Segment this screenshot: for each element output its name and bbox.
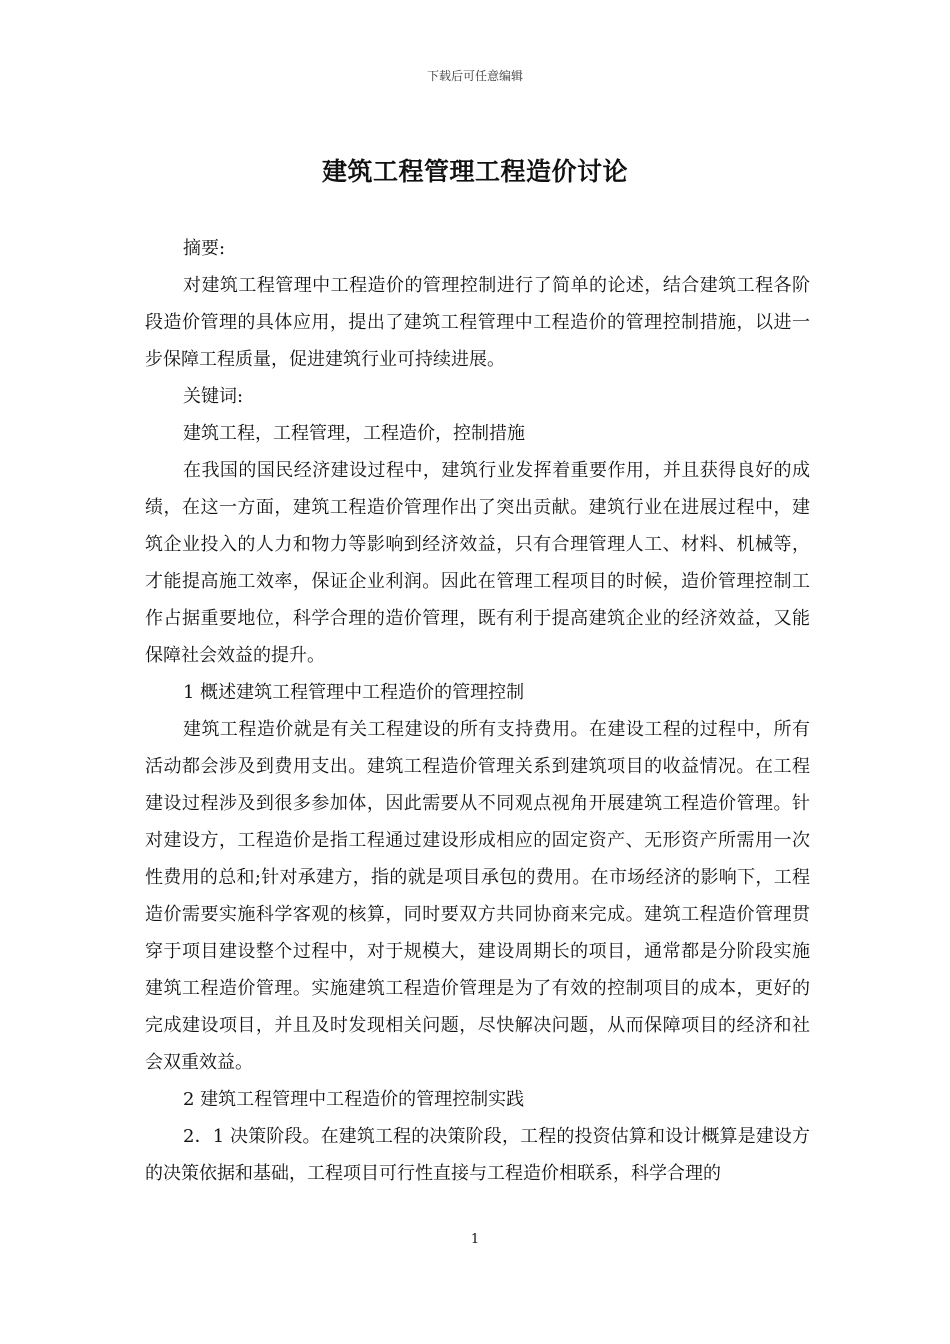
keywords-heading: 关键词: — [183, 386, 244, 407]
section1-paragraph: 建筑工程造价就是有关工程建设的所有支持费用。在建设工程的过程中，所有活动都会涉及到费用支出。建筑工程造价管理关系到建筑项目的收益情况。在工程建设过程涉及到很多参加体，因此需要从不同观点视角开展建筑工程造价管理。针对建设方，工程造价是指工程通过建设形成相应的固定资产、无形资产所需用一次性费用的总和;针对承建方，指的就是项目承包的费用。在市场经济的影响下，工程造价需要实施科学客观的核算，同时要双方共同协商来完成。建筑工程造价管理贯穿于项目建设整个过程中，对于规模大，建设周期长的项目，通常都是分阶段实施建筑工程造价管理。实施建筑工程造价管理是为了有效的控制项目的成本，更好的完成建设项目，并且及时发现相关问题，尽快解决问题，从而保障项目的经济和社会双重效益。 — [145, 719, 810, 1073]
page-number: 1 — [470, 1232, 480, 1247]
section2-heading: 2 建筑工程管理中工程造价的管理控制实践 — [183, 1089, 525, 1110]
abstract-heading: 摘要: — [183, 238, 226, 259]
section1-heading: 1 概述建筑工程管理中工程造价的管理控制 — [183, 682, 525, 703]
intro-paragraph: 在我国的国民经济建设过程中，建筑行业发挥着重要作用，并且获得良好的成绩，在这一方面，建筑工程造价管理作出了突出贡献。建筑行业在进展过程中，建筑企业投入的人力和物力等影响到经济效益，只有合理管理人工、材料、机械等，才能提高施工效率，保证企业利润。因此在管理工程项目的时候，造价管理控制工作占据重要地位，科学合理的造价管理，既有利于提高建筑企业的经济效益，又能保障社会效益的提升。 — [145, 460, 810, 666]
keywords-paragraph: 建筑工程，工程管理，工程造价，控制措施 — [183, 423, 525, 444]
page-header-note: 下载后可任意编辑 — [426, 69, 523, 83]
section2-1-paragraph: 2．1 决策阶段。在建筑工程的决策阶段，工程的投资估算和设计概算是建设方的决策依据和基础，工程项目可行性直接与工程造价相联系，科学合理的 — [145, 1126, 810, 1184]
abstract-paragraph: 对建筑工程管理中工程造价的管理控制进行了简单的论述，结合建筑工程各阶段造价管理的具体应用，提出了建筑工程管理中工程造价的管理控制措施，以进一步保障工程质量，促进建筑行业可持续进展。 — [145, 275, 810, 370]
document-body — [145, 230, 810, 1192]
document-title: 建筑工程管理工程造价讨论 — [321, 157, 628, 186]
